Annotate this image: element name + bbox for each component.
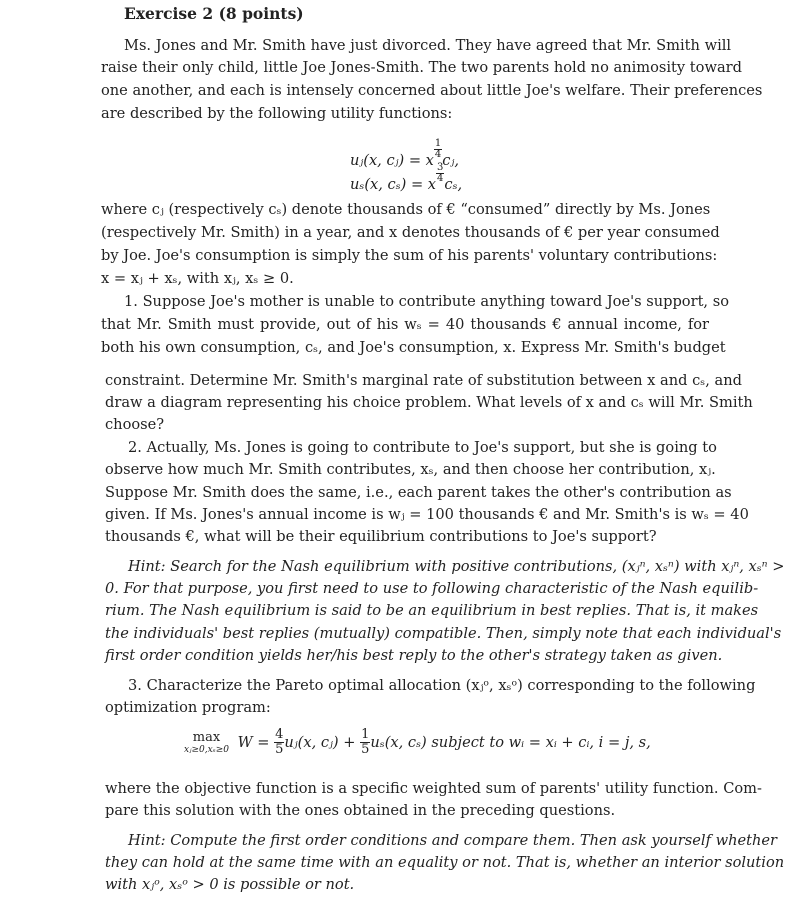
us-exp-num: 3 [437,162,444,173]
hint2-line-2: they can hold at the same time with an equality or not. That is, whether an interior solution [105,854,785,871]
utility-smith [350,163,462,193]
weight-2-den: 5 [361,742,370,757]
where2-line-2: pare this solution with the ones obtained in the preceding questions. [105,802,616,819]
q3-line-1: 3. Characterize the Pareto optimal allocation (xⱼᵒ, xₛᵒ) corresponding to the following [128,677,756,694]
weight-2 [360,728,370,757]
max-subscript: xⱼ≥0,xₛ≥0 [184,744,229,755]
where-line-2: (respectively Mr. Smith) in a year, and x denotes thousands of € per year consumed [101,224,720,241]
hint1-line-4: the individuals' best replies (mutually) compatible. Then, simply note that each individual's [105,625,782,642]
hint1-line-1: Hint: Search for the Nash equilibrium with positive contributions, (xⱼⁿ, xₛⁿ) with xⱼⁿ, xₛⁿ > [128,558,785,575]
uj-rhs: cⱼ, [442,152,459,169]
q2-line-4: given. If Ms. Jones's annual income is wⱼ = 100 thousands € and Mr. Smith's is wₛ = 40 [105,506,749,523]
hint1-line-2: 0. For that purpose, you first need to use to following characteristic of the Nash equilib- [105,580,759,597]
hint1-line-3: rium. The Nash equilibrium is said to be an equilibrium in best replies. That is, it makes [105,602,759,619]
weight-1-den: 5 [275,742,284,757]
q3-line-2: optimization program: [105,699,271,716]
max-operator [184,731,229,755]
hint2-line-3: with xⱼᵒ, xₛᵒ > 0 is possible or not. [105,876,355,893]
hint2-line-1: Hint: Compute the first order conditions and compare them. Then ask yourself whether [128,832,778,849]
intro-line-4: are described by the following utility functions: [101,105,453,122]
q1-line-2: that Mr. Smith must provide, out of his wₛ = 40 thousands € annual income, for [101,316,709,333]
term-2: uₛ(x, cₛ) subject to wᵢ = xᵢ + cᵢ, i = j, s, [370,734,651,751]
weight-1 [274,728,284,757]
w-equals: W = [237,734,270,751]
intro-line-1: Ms. Jones and Mr. Smith have just divorced. They have agreed that Mr. Smith will [124,37,732,54]
q2-line-5: thousands €, what will be their equilibrium contributions to Joe's support? [105,528,657,545]
q1-line-5: draw a diagram representing his choice problem. What levels of x and cₛ will Mr. Smith [105,394,753,411]
q1-line-6: choose? [105,416,165,433]
uj-lhs: uⱼ(x, cⱼ) = x [350,152,434,169]
intro-line-3: one another, and each is intensely concerned about little Joe's welfare. Their preferences [101,82,763,99]
hint1-line-5: first order condition yields her/his best reply to the other's strategy taken as given. [105,647,723,664]
us-rhs: cₛ, [444,176,463,193]
uj-exp-num: 1 [434,138,442,149]
intro-line-2: raise their only child, little Joe Jones-Smith. The two parents hold no animosity toward [101,59,742,76]
where-line-4: x = xⱼ + xₛ, with xⱼ, xₛ ≥ 0. [101,270,294,287]
q2-line-3: Suppose Mr. Smith does the same, i.e., each parent takes the other's contribution as [105,484,732,501]
where2-line-1: where the objective function is a specific weighted sum of parents' utility function. Com- [105,780,762,797]
q2-line-1: 2. Actually, Ms. Jones is going to contribute to Joe's support, but she is going to [128,439,717,456]
weight-1-num: 4 [275,727,284,742]
us-lhs: uₛ(x, cₛ) = x [350,176,437,193]
term-1: uⱼ(x, cⱼ) + [284,734,356,751]
q2-line-2: observe how much Mr. Smith contributes, xₛ, and then choose her contribution, xⱼ. [105,461,716,478]
q1-line-4: constraint. Determine Mr. Smith's marginal rate of substitution between x and cₛ, and [105,372,742,389]
exercise-title: Exercise 2 (8 points) [124,4,304,23]
weight-2-num: 1 [361,727,370,742]
max-label: max [192,729,221,745]
where-line-1: where cⱼ (respectively cₛ) denote thousands of € “consumed” directly by Ms. Jones [101,201,711,218]
q1-line-3: both his own consumption, cₛ, and Joe's consumption, x. Express Mr. Smith's budget [101,339,726,356]
us-exp-den: 4 [437,173,444,184]
q1-line-1: 1. Suppose Joe's mother is unable to contribute anything toward Joe's support, so [124,293,729,310]
optimization-program [184,728,651,757]
where-line-3: by Joe. Joe's consumption is simply the sum of his parents' voluntary contributions: [101,247,718,264]
uj-exp-den: 4 [434,149,442,160]
